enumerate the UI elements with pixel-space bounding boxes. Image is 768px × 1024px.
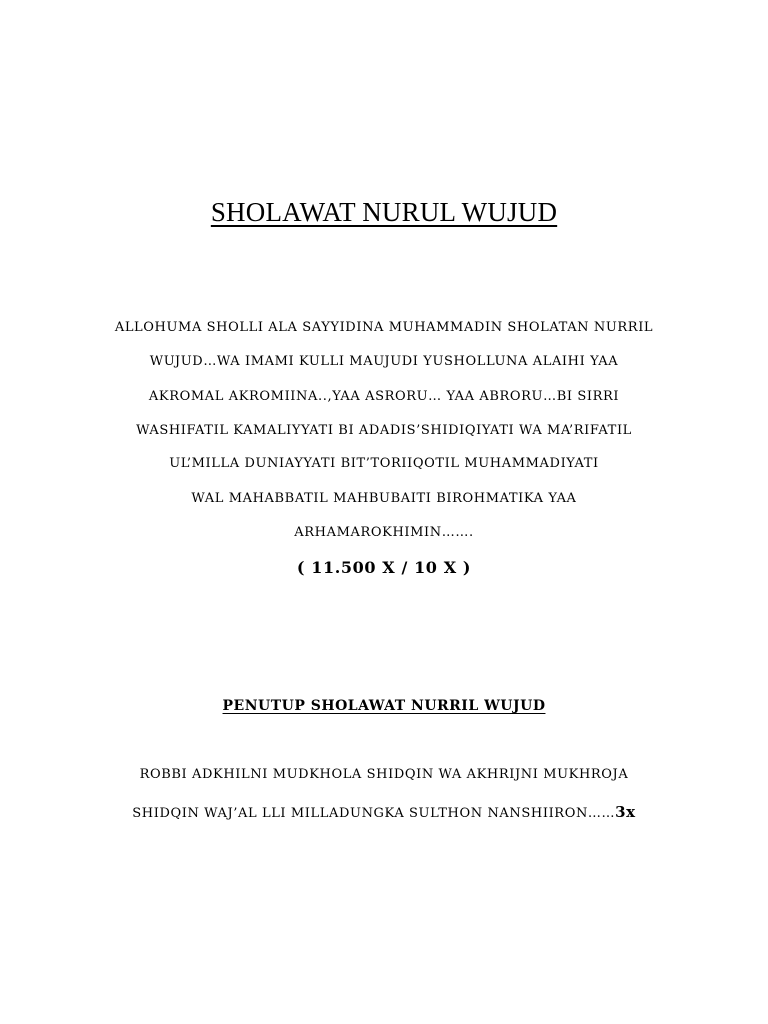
closing-title-text: PENUTUP SHOLAWAT NURRIL WUJUD bbox=[222, 698, 546, 714]
prayer-line: WAL MAHABBATIL MAHBUBAITI BIROHMATIKA YAA bbox=[191, 491, 577, 506]
prayer-line: WUJUD…WA IMAMI KULLI MAUJUDI YUSHOLLUNA ALAIHI YAA bbox=[149, 354, 619, 369]
prayer-line: UL’MILLA DUNIAYYATI BIT’TORIIQOTIL MUHAMMADIYATI bbox=[169, 456, 599, 471]
closing-line-text: SHIDQIN WAJ’AL LLI MILLADUNGKA SULTHON NANSHIIRON…… bbox=[132, 806, 616, 821]
closing-count: 3x bbox=[615, 803, 636, 821]
document-title-text: SHOLAWAT NURUL WUJUD bbox=[210, 197, 558, 227]
prayer-line: AKROMAL AKROMIINA..,YAA ASRORU… YAA ABRORU…BI SIRRI bbox=[148, 389, 620, 404]
prayer-line: WASHIFATIL KAMALIYYATI BI ADADIS’SHIDIQIYATI WA MA’RIFATIL bbox=[136, 423, 632, 438]
closing-title bbox=[0, 697, 768, 715]
repetition-count: ( 11.500 X / 10 X ) bbox=[296, 558, 472, 577]
document-title bbox=[0, 196, 768, 228]
closing-line: ROBBI ADKHILNI MUDKHOLA SHIDQIN WA AKHRIJNI MUKHROJA bbox=[139, 767, 629, 782]
prayer-line: ALLOHUMA SHOLLI ALA SAYYIDINA MUHAMMADIN SHOLATAN NURRIL bbox=[114, 320, 654, 335]
prayer-line: ARHAMAROKHIMIN……. bbox=[294, 525, 474, 540]
closing-line bbox=[0, 803, 768, 823]
